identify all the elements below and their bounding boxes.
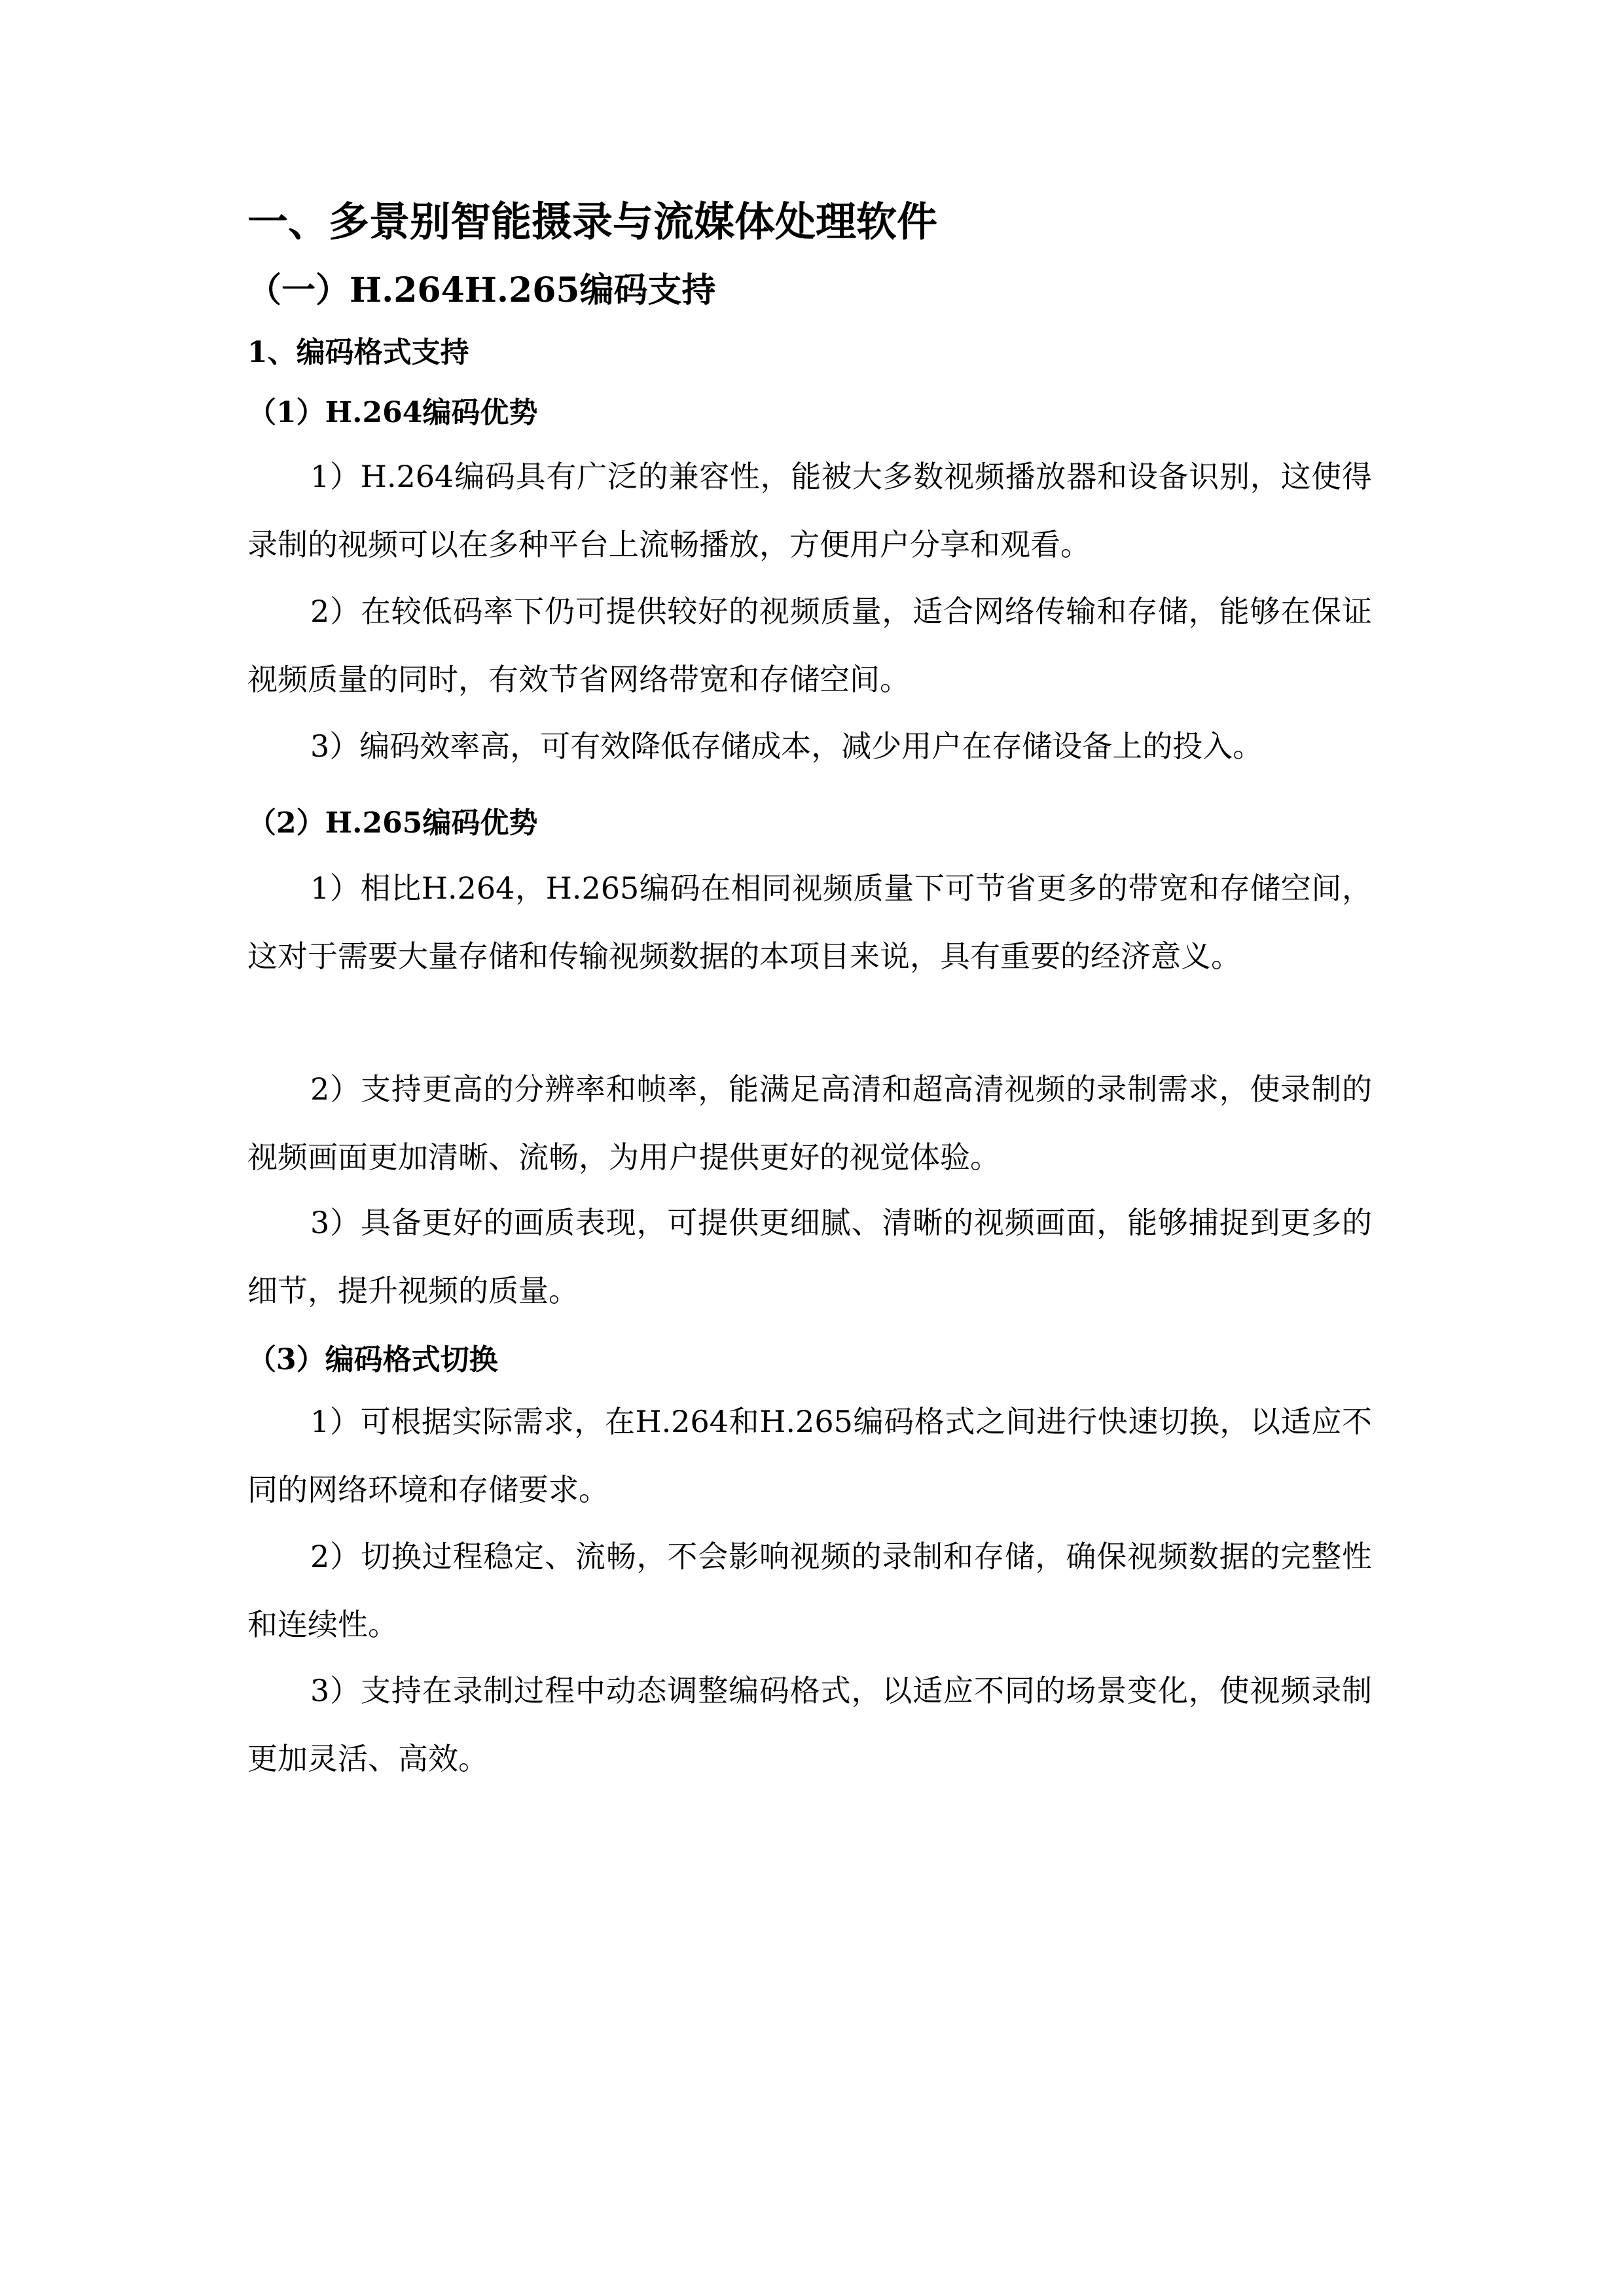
document-title: 一、多景别智能摄录与流媒体处理软件	[247, 198, 938, 245]
paragraph-h265-3: 3）具备更好的画质表现，可提供更细腻、清晰的视频画面，能够捕捉到更多的细节，提升视频的质量。	[247, 1205, 1372, 1308]
paragraph-h265-2: 2）支持更高的分辨率和帧率，能满足高清和超高清视频的录制需求，使录制的视频画面更加清晰、流畅，为用户提供更好的视觉体验。	[247, 1071, 1372, 1175]
paragraph-h264-3: 3）编码效率高，可有效降低存储成本，减少用户在存储设备上的投入。	[310, 728, 1263, 764]
subsection-heading: 1、编码格式支持	[247, 336, 469, 369]
paragraph-switch-2: 2）切换过程稳定、流畅，不会影响视频的录制和存储，确保视频数据的完整性和连续性。	[247, 1539, 1372, 1642]
paragraph-switch-3: 3）支持在录制过程中动态调整编码格式，以适应不同的场景变化，使视频录制更加灵活、高效。	[247, 1673, 1372, 1776]
paragraph-h264-2: 2）在较低码率下仍可提供较好的视频质量，适合网络传输和存储，能够在保证视频质量的同时，有效节省网络带宽和存储空间。	[247, 594, 1372, 697]
group-heading-h265: （2）H.265编码优势	[247, 806, 538, 840]
section-heading: （一）H.264H.265编码支持	[247, 270, 716, 310]
paragraph-h264-1: 1）H.264编码具有广泛的兼容性，能被大多数视频播放器和设备识别，这使得录制的视频可以在多种平台上流畅播放，方便用户分享和观看。	[247, 459, 1372, 562]
group-heading-switch: （3）编码格式切换	[247, 1343, 498, 1376]
paragraph-switch-1: 1）可根据实际需求，在H.264和H.265编码格式之间进行快速切换，以适应不同的网络环境和存储要求。	[247, 1404, 1372, 1507]
paragraph-h265-1: 1）相比H.264，H.265编码在相同视频质量下可节省更多的带宽和存储空间，这对于需要大量存储和传输视频数据的本项目来说，具有重要的经济意义。	[247, 870, 1372, 974]
group-heading-h264: （1）H.264编码优势	[247, 396, 538, 429]
